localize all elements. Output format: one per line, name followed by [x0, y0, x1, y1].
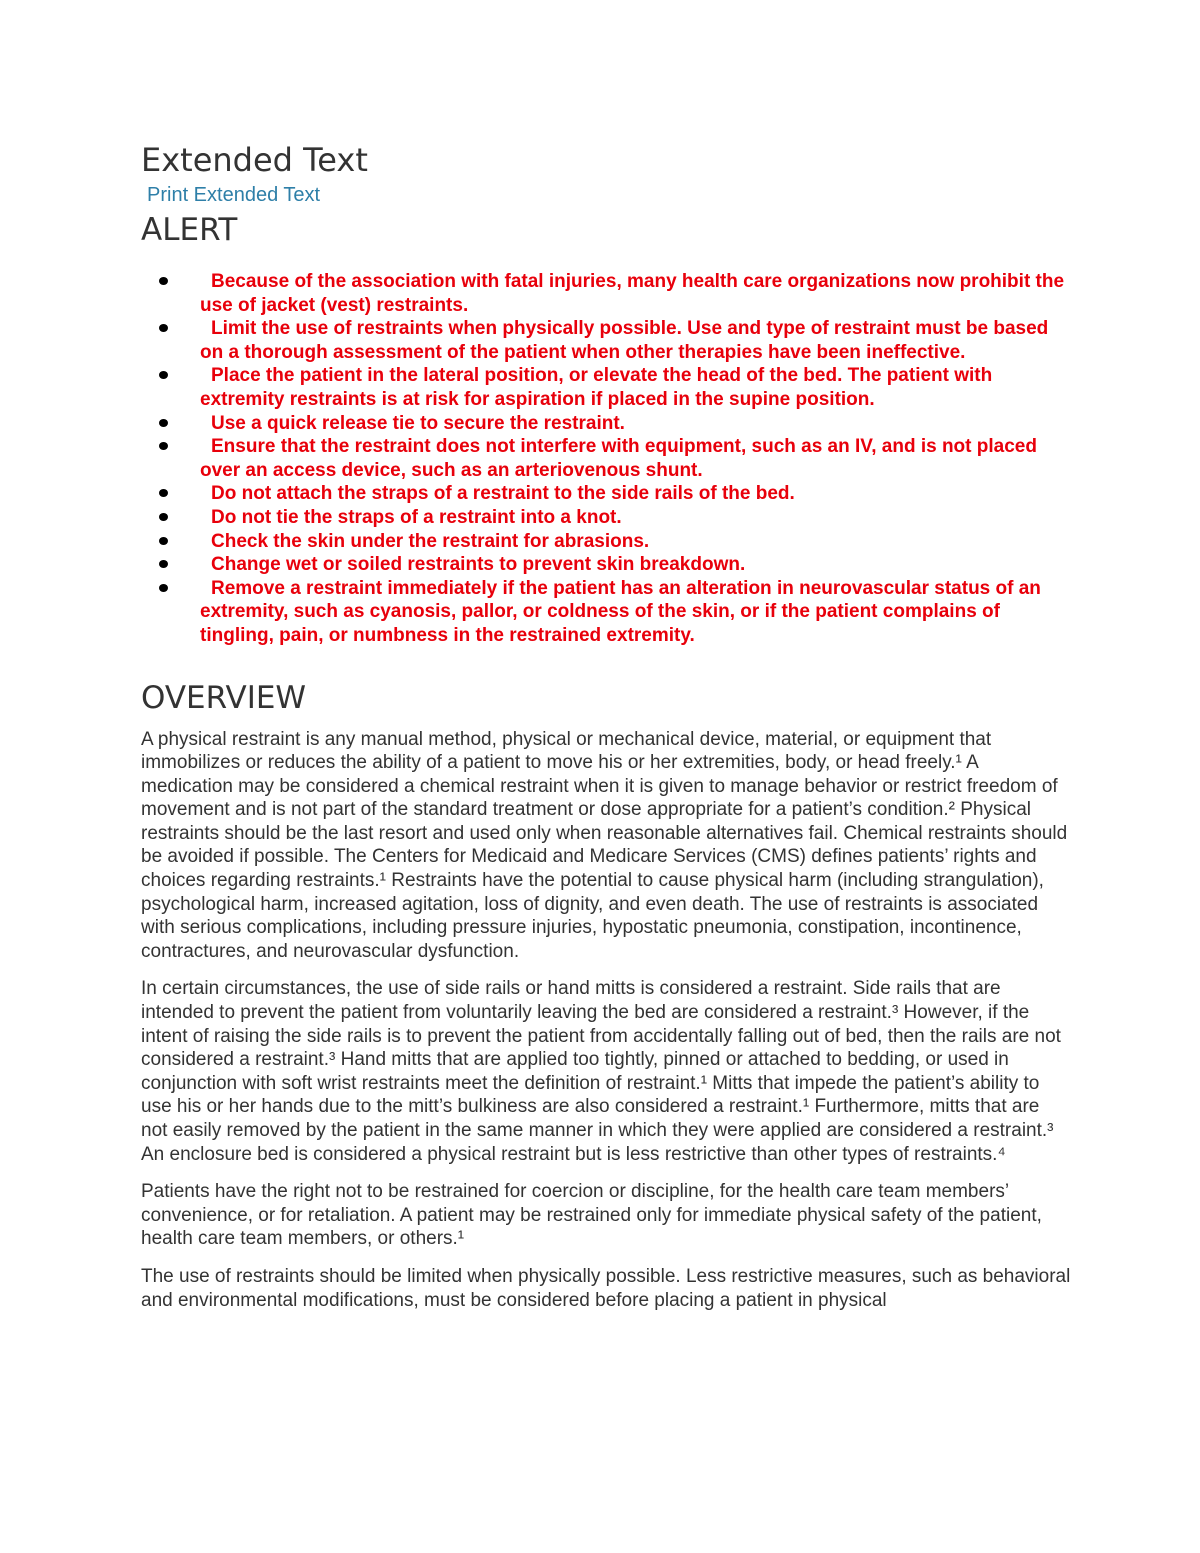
alert-item-text: Change wet or soiled restraints to prevent skin breakdown.	[211, 554, 746, 576]
alert-list	[141, 270, 1071, 648]
overview-heading: OVERVIEW	[141, 679, 307, 716]
alert-heading: ALERT	[141, 212, 238, 248]
bullet-icon	[159, 371, 168, 379]
bullet-icon	[159, 489, 168, 497]
print-extended-text-link[interactable]: Print Extended Text	[147, 184, 321, 206]
bullet-icon	[159, 513, 168, 521]
bullet-icon	[159, 419, 168, 427]
alert-item-text: Because of the association with fatal injuries, many health care organizations now prohibit the use of jacket (vest) restraints.	[200, 271, 1065, 316]
list-item	[141, 317, 1071, 364]
bullet-icon	[159, 560, 168, 568]
bullet-icon	[159, 537, 168, 545]
alert-item-text: Do not tie the straps of a restraint into a knot.	[211, 506, 622, 528]
bullet-icon	[159, 442, 168, 450]
list-item	[141, 530, 1071, 554]
bullet-icon	[159, 277, 168, 285]
list-item	[141, 482, 1071, 506]
alert-item-text: Check the skin under the restraint for abrasions.	[211, 530, 650, 552]
list-item	[141, 577, 1071, 648]
alert-item-text: Remove a restraint immediately if the patient has an alteration in neurovascular status of an extremity, such as cyanosis, pallor, or coldness of the skin, or if the patient complains of tingling, pain, or numbness in the restrained extremity.	[200, 577, 1041, 646]
bullet-icon	[159, 324, 168, 332]
list-item	[141, 364, 1071, 411]
document-page	[141, 140, 1071, 1312]
alert-item-text: Place the patient in the lateral position, or elevate the head of the bed. The patient with extremity restraints is at risk for aspiration if placed in the supine position.	[200, 365, 993, 410]
overview-paragraph: A physical restraint is any manual method, physical or mechanical device, material, or equipment that immobilizes or reduces the ability of a patient to move his or her extremities, body, or head freely.¹ A medication may be considered a chemical restraint when it is given to manage behavior or restrict freedom of movement and is not part of the standard treatment or dose appropriate for a patient’s condition.² Physical restraints should be the last resort and used only when reasonable alternatives fail. Chemical restraints should be avoided if possible. The Centers for Medicaid and Medicare Services (CMS) defines patients’ rights and choices regarding restraints.¹ Restraints have the potential to cause physical harm (including strangulation), psychological harm, increased agitation, loss of dignity, and even death. The use of restraints is associated with serious complications, including pressure injuries, hypostatic pneumonia, constipation, incontinence, contractures, and neurovascular dysfunction.	[141, 728, 1068, 962]
bullet-icon	[159, 584, 168, 592]
overview-paragraph: The use of restraints should be limited when physically possible. Less restrictive measures, such as behavioral and environmental modifications, must be considered before placing a patient in physical	[141, 1265, 1071, 1311]
list-item	[141, 435, 1071, 482]
list-item	[141, 412, 1071, 436]
alert-item-text: Limit the use of restraints when physically possible. Use and type of restraint must be based on a thorough assessment of the patient when other therapies have been ineffective.	[200, 318, 1049, 363]
overview-paragraph: In certain circumstances, the use of side rails or hand mitts is considered a restraint. Side rails that are intended to prevent the patient from voluntarily leaving the bed are considered a restraint.³ However, if the intent of raising the side rails is to prevent the patient from accidentally falling out of bed, then the rails are not considered a restraint.³ Hand mitts that are applied too tightly, pinned or attached to bedding, or used in conjunction with soft wrist restraints meet the definition of restraint.¹ Mitts that impede the patient’s ability to use his or her hands due to the mitt’s bulkiness are also considered a restraint.¹ Furthermore, mitts that are not easily removed by the patient in the same manner in which they were applied are considered a restraint.³ An enclosure bed is considered a physical restraint but is less restrictive than other types of restraints.⁴	[141, 978, 1061, 1165]
alert-item-text: Do not attach the straps of a restraint to the side rails of the bed.	[211, 483, 795, 505]
list-item	[141, 506, 1071, 530]
alert-item-text: Use a quick release tie to secure the restraint.	[211, 412, 625, 434]
list-item	[141, 270, 1071, 317]
list-item	[141, 553, 1071, 577]
overview-paragraph: Patients have the right not to be restrained for coercion or discipline, for the health care team members’ convenience, or for retaliation. A patient may be restrained only for immediate physical safety of the patient, health care team members, or others.¹	[141, 1181, 1042, 1250]
page-title: Extended Text	[141, 141, 368, 179]
alert-item-text: Ensure that the restraint does not interfere with equipment, such as an IV, and is not placed over an access device, such as an arteriovenous shunt.	[200, 436, 1037, 481]
